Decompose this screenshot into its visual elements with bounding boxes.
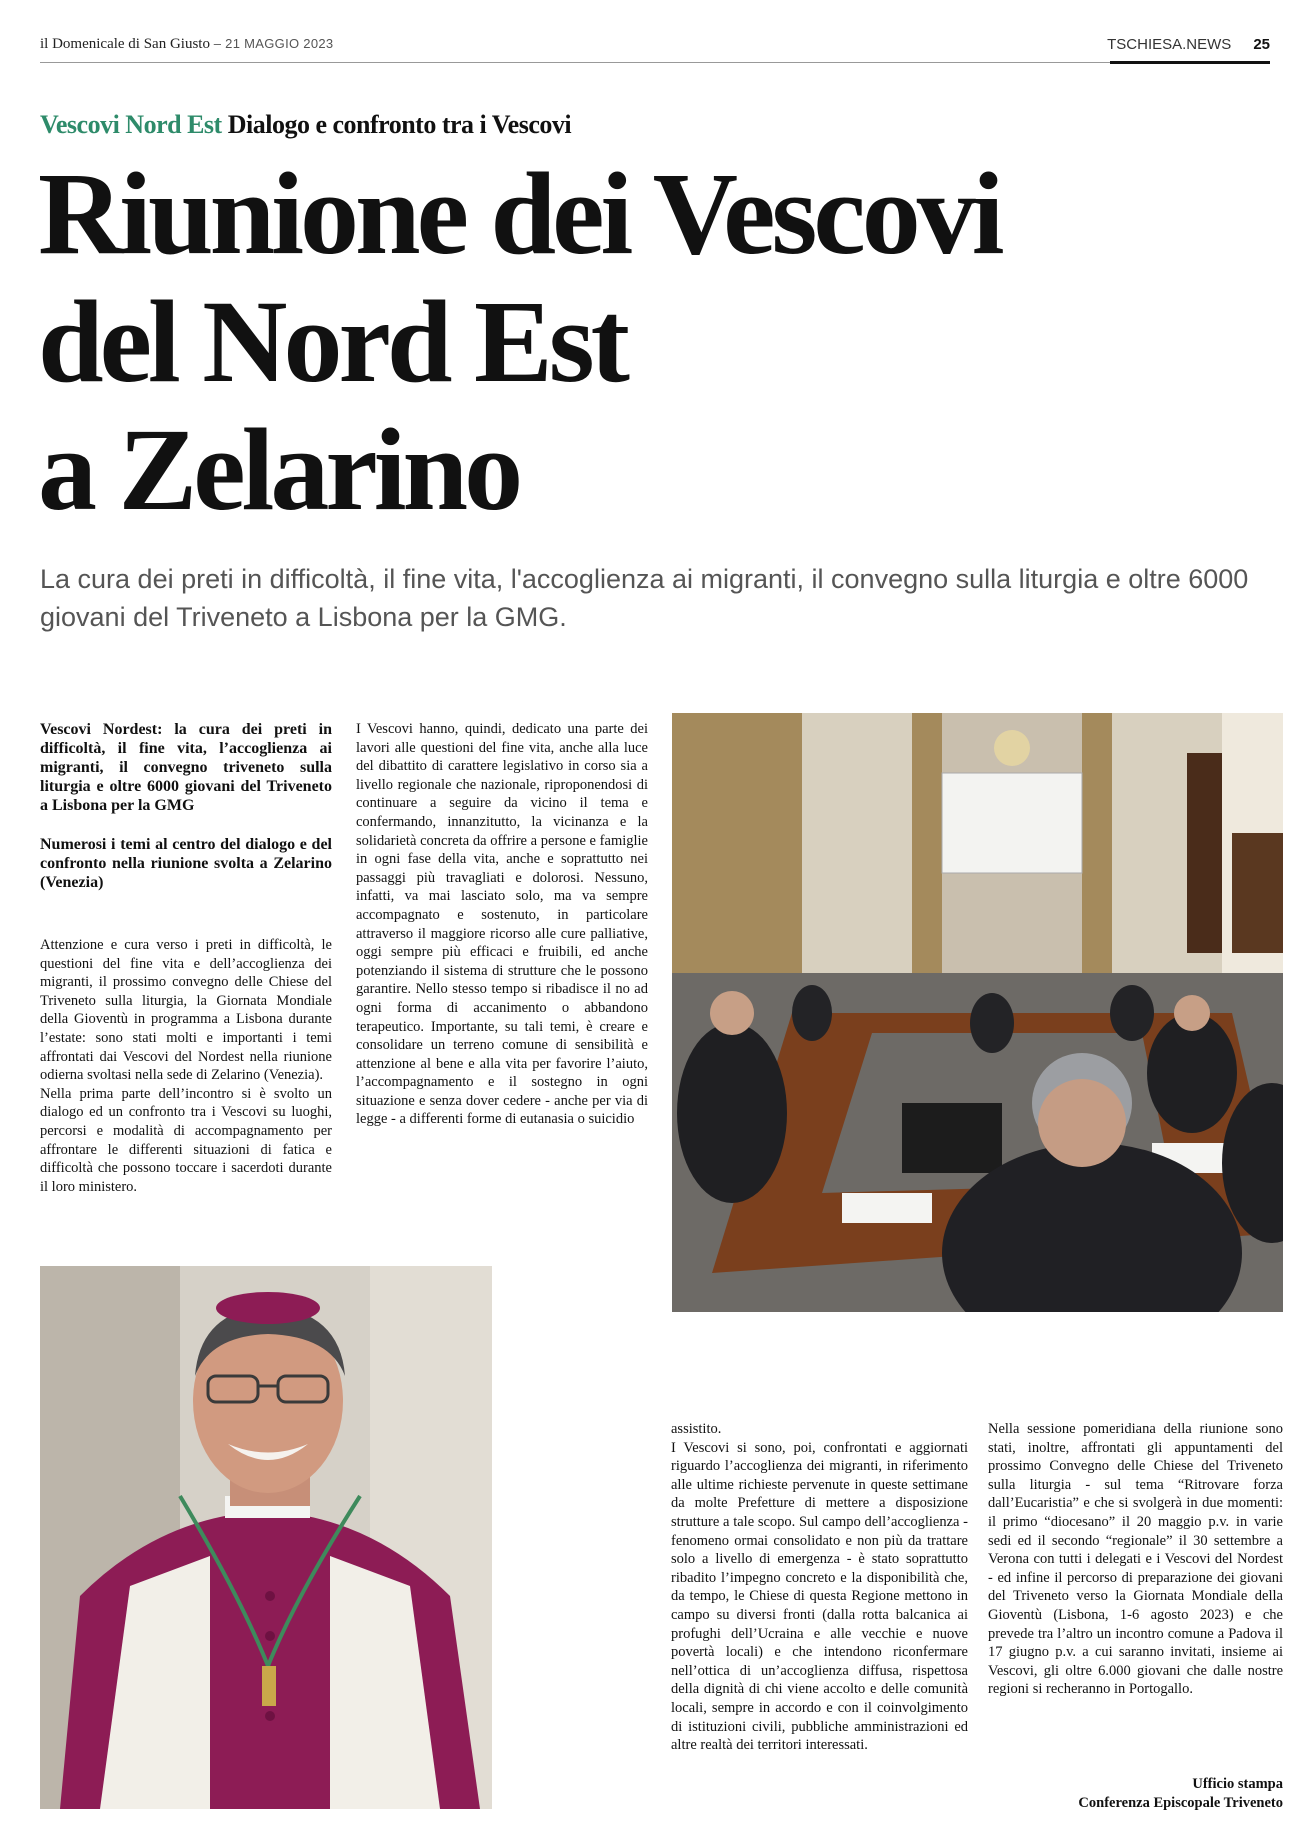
issue-date: – 21 MAGGIO 2023 — [213, 36, 334, 51]
headline-line: Riunione dei Vescovi — [38, 148, 1001, 279]
signature-line: Ufficio stampa — [1192, 1776, 1283, 1792]
bishop-portrait-photo — [40, 1266, 492, 1809]
header-divider-accent — [1110, 61, 1270, 64]
signature-line: Conferenza Episcopale Triveneto — [1078, 1795, 1283, 1811]
kicker-rubric: Vescovi Nord Est — [40, 110, 222, 139]
body-paragraph: I Vescovi si sono, poi, confrontati e aggiornati riguardo l’accoglienza dei migranti, in riferimento alle ultime richieste pervenute in queste settimane da molte Prefetture di mettere a disposizione strutture a tale scopo. Sul campo dell’accoglienza - fenomeno ormai consolidato e non più da trattare solo a livello di emergenza - è stato soprattutto ribadito l’impegno concreto e la disponibilità che, da tempo, le Chiese di questa Regione mettono in campo su diversi fronti (dalla rotta balcanica ai profughi dell’Ucraina e alle vecchie e nuove povertà locali) e che intendono riconfermare nell’ottica di un’accoglienza diffusa, rispettosa della dignità di chi viene accolto e delle comunità locali, sempre in accordo e con il coinvolgimento di istituzioni civili, pubbliche amministrazioni ed altre realtà dei territori interessati. — [671, 1439, 968, 1754]
body-paragraph: Nella sessione pomeridiana della riunione sono stati, inoltre, affrontati gli appuntamenti del prossimo Convegno delle Chiese del Triveneto sulla liturgia - sul tema “Ritrovare forza dall’Eucaristia” e che si svolgerà in due momenti: il primo “diocesano” il 20 maggio p.v. in varie sedi ed il secondo “regionale” il 30 settembre a Verona con tutti i delegati e i Vescovi del Nordest - ed infine il percorso di preparazione dei giovani del Triveneto verso la Giornata Mondiale della Gioventù (Lisbona, 1-6 agosto 2023) e che prevede tra l’altro un incontro comune a Padova il 17 giugno p.v. a cui saranno invitati, insieme ai Vescovi, gli oltre 6.000 giovani che dalle nostre regioni si recheranno in Portogallo. — [988, 1421, 1283, 1698]
publication-name: il Domenicale di San Giusto — [40, 36, 210, 52]
meeting-photo — [672, 713, 1283, 1312]
body-paragraph: I Vescovi hanno, quindi, dedicato una parte dei lavori alle questioni del fine vita, anche alla luce del dibattito di carattere legislativo in corso sia a livello regionale che nazionale, riproponendosi di continuare a seguire da vicino il tema e confermando, innanzitutto, la vicinanza e la solidarietà concreta da offrire a persone e famiglie in ogni fase della vita, anche e soprattutto nei passaggi più travagliati e dolorosi. Nessuno, infatti, va mai lasciato solo, ma va sempre accompagnato e sostenuto, in particolare attraverso il maggiore ricorso alle cure palliative, oggi sempre più efficaci e fruibili, ed anche potenziando il sistema di strutture che le possono garantire. Nello stesso tempo si ribadisce il no ad ogni forma di accanimento o abbandono terapeutico. Importante, su tali temi, è creare e consolidare un terreno comune di sensibilità e attenzione al bene e alla vita per favorire l’aiuto, l’accompagnamento e il sostegno in ogni situazione e senza dover cedere - anche per via di legge - a differenti forme di eutanasia o suicidio — [356, 721, 648, 1128]
body-paragraph: Attenzione e cura verso i preti in difficoltà, le questioni del fine vita e dell’accoglienza dei migranti, il prossimo convegno delle Chiese del Triveneto sulla liturgia, la Giornata Mondiale della Gioventù in programma a Lisbona durante l’estate: sono stati molti e importanti i temi affrontati dai Vescovi del Nordest nella riunione odierna svoltasi nella sede di Zelarino (Venezia). — [40, 937, 332, 1084]
page-header-right — [1107, 36, 1270, 53]
header-divider — [40, 62, 1270, 63]
kicker-subtitle: Dialogo e confronto tra i Vescovi — [227, 110, 572, 139]
standfirst: La cura dei preti in difficoltà, il fine vita, l'accoglienza ai migranti, il convegno sulla liturgia e oltre 6000 giovani del Triveneto a Lisbona per la GMG. — [40, 564, 1249, 632]
signature — [1078, 1775, 1283, 1813]
publication-header — [40, 36, 333, 53]
article-column-4 — [988, 1420, 1283, 1699]
headline-line: del Nord Est — [38, 276, 626, 407]
kicker — [40, 110, 571, 140]
summary-paragraph: Vescovi Nordest: la cura dei preti in difficoltà, il fine vita, l’accoglienza ai migranti, il convegno triveneto sulla liturgia e oltre 6000 giovani del Triveneto a Lisbona per la GMG — [40, 721, 332, 814]
article-column-2 — [356, 720, 648, 1129]
site-link[interactable]: TSCHIESA.NEWS — [1107, 36, 1232, 53]
headline — [38, 150, 1268, 534]
article-column-3 — [671, 1420, 968, 1755]
summary-paragraph: Numerosi i temi al centro del dialogo e del confronto nella riunione svolta a Zelarino (Venezia) — [40, 836, 332, 891]
body-paragraph: assistito. — [671, 1421, 722, 1437]
article-column-1 — [40, 720, 332, 1196]
body-paragraph: Nella prima parte dell’incontro si è svolto un dialogo ed un confronto tra i Vescovi su luoghi, percorsi e modalità di accompagnamento per affrontare le differenti situazioni di fatica e difficoltà che possono toccare i sacerdoti durante il loro ministero. — [40, 1085, 332, 1195]
page-number: 25 — [1253, 36, 1270, 53]
headline-line: a Zelarino — [38, 404, 520, 535]
